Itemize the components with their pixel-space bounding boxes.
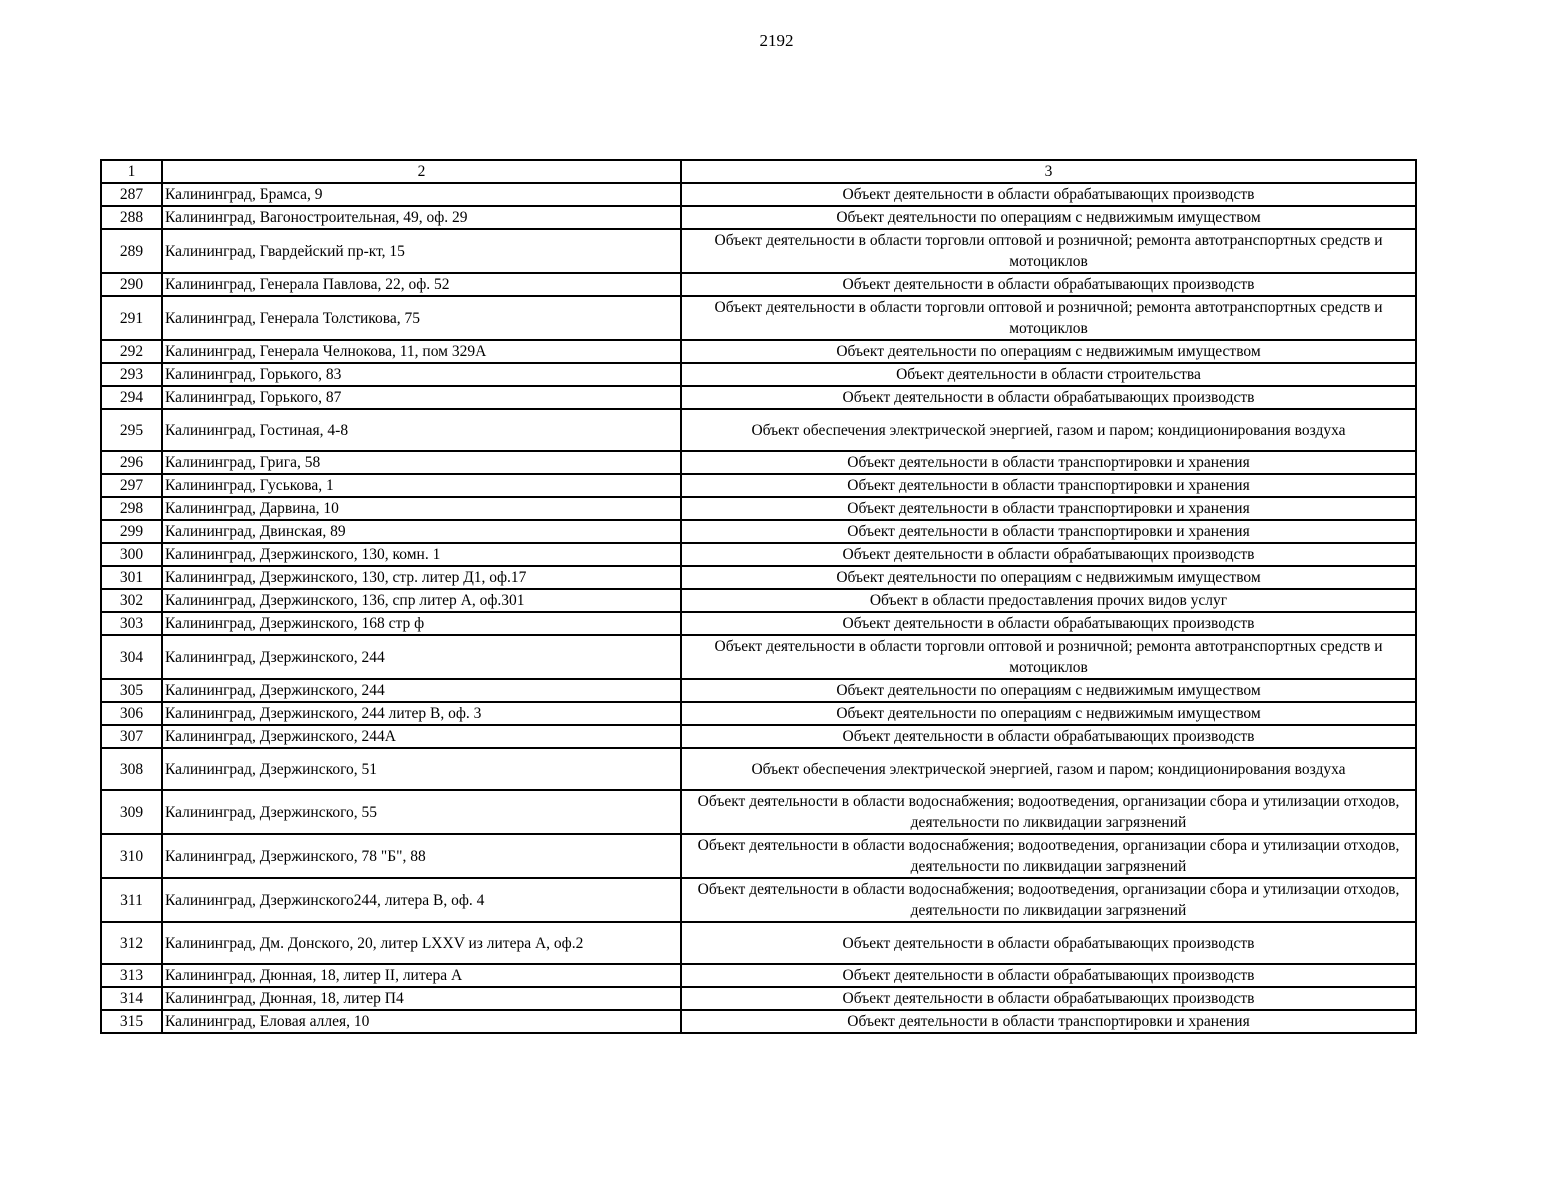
row-address: Калининград, Дзержинского, 130, стр. литер Д1, оф.17 (162, 566, 681, 589)
table-row (101, 386, 1416, 409)
row-activity: Объект деятельности в области обрабатывающих производств (681, 273, 1416, 296)
table-row (101, 748, 1416, 790)
table-row (101, 790, 1416, 834)
row-activity: Объект в области предоставления прочих видов услуг (681, 589, 1416, 612)
column-header-3: 3 (681, 160, 1416, 183)
table-row (101, 635, 1416, 679)
table-row (101, 340, 1416, 363)
row-number: 291 (101, 296, 162, 340)
table-row (101, 1010, 1416, 1033)
row-activity: Объект деятельности по операциям с недвижимым имуществом (681, 702, 1416, 725)
table-row (101, 206, 1416, 229)
row-address: Калининград, Дзержинского, 244 (162, 679, 681, 702)
row-number: 288 (101, 206, 162, 229)
table-row (101, 497, 1416, 520)
row-number: 293 (101, 363, 162, 386)
registry-table (100, 159, 1417, 1034)
row-activity: Объект деятельности в области строительства (681, 363, 1416, 386)
row-address: Калининград, Гостиная, 4-8 (162, 409, 681, 451)
table-row (101, 612, 1416, 635)
row-address: Калининград, Дзержинского, 244А (162, 725, 681, 748)
row-number: 310 (101, 834, 162, 878)
row-number: 303 (101, 612, 162, 635)
row-number: 315 (101, 1010, 162, 1033)
row-number: 296 (101, 451, 162, 474)
row-activity: Объект деятельности в области водоснабжения; водоотведения, организации сбора и утилизации отходов, деятельности по ликвидации загрязнений (681, 834, 1416, 878)
row-number: 287 (101, 183, 162, 206)
row-activity: Объект деятельности в области обрабатывающих производств (681, 543, 1416, 566)
row-address: Калининград, Дюнная, 18, литер П4 (162, 987, 681, 1010)
row-number: 295 (101, 409, 162, 451)
row-address: Калининград, Дзержинского, 130, комн. 1 (162, 543, 681, 566)
row-activity: Объект деятельности в области обрабатывающих производств (681, 964, 1416, 987)
row-activity: Объект деятельности по операциям с недвижимым имуществом (681, 566, 1416, 589)
table-row (101, 409, 1416, 451)
table-header-row (101, 160, 1416, 183)
row-address: Калининград, Гуськова, 1 (162, 474, 681, 497)
row-address: Калининград, Еловая аллея, 10 (162, 1010, 681, 1033)
row-activity: Объект деятельности в области обрабатывающих производств (681, 612, 1416, 635)
row-address: Калининград, Дарвина, 10 (162, 497, 681, 520)
row-activity: Объект деятельности в области торговли оптовой и розничной; ремонта автотранспортных средств и мотоциклов (681, 296, 1416, 340)
row-address: Калининград, Гвардейский пр-кт, 15 (162, 229, 681, 273)
row-number: 305 (101, 679, 162, 702)
row-activity: Объект деятельности в области обрабатывающих производств (681, 922, 1416, 964)
row-number: 314 (101, 987, 162, 1010)
row-address: Калининград, Генерала Челнокова, 11, пом 329А (162, 340, 681, 363)
row-number: 298 (101, 497, 162, 520)
row-activity: Объект деятельности в области транспортировки и хранения (681, 1010, 1416, 1033)
table-row (101, 987, 1416, 1010)
row-address: Калининград, Брамса, 9 (162, 183, 681, 206)
row-number: 289 (101, 229, 162, 273)
row-activity: Объект деятельности в области транспортировки и хранения (681, 520, 1416, 543)
table-row (101, 878, 1416, 922)
column-header-2: 2 (162, 160, 681, 183)
row-activity: Объект деятельности по операциям с недвижимым имуществом (681, 340, 1416, 363)
row-address: Калининград, Дзержинского, 55 (162, 790, 681, 834)
row-address: Калининград, Генерала Павлова, 22, оф. 52 (162, 273, 681, 296)
row-number: 306 (101, 702, 162, 725)
table-row (101, 964, 1416, 987)
page-number: 2192 (759, 31, 794, 50)
row-address: Калининград, Дзержинского, 244 литер В, оф. 3 (162, 702, 681, 725)
table-row (101, 702, 1416, 725)
row-number: 302 (101, 589, 162, 612)
row-number: 311 (101, 878, 162, 922)
table-row (101, 589, 1416, 612)
row-address: Калининград, Грига, 58 (162, 451, 681, 474)
row-address: Калининград, Дзержинского, 51 (162, 748, 681, 790)
row-address: Калининград, Дюнная, 18, литер II, литера А (162, 964, 681, 987)
row-address: Калининград, Горького, 83 (162, 363, 681, 386)
row-number: 299 (101, 520, 162, 543)
row-number: 313 (101, 964, 162, 987)
row-activity: Объект обеспечения электрической энергией, газом и паром; кондиционирования воздуха (681, 748, 1416, 790)
table-row (101, 520, 1416, 543)
row-number: 290 (101, 273, 162, 296)
table-row (101, 296, 1416, 340)
row-address: Калининград, Дзержинского, 136, спр литер А, оф.301 (162, 589, 681, 612)
row-address: Калининград, Двинская, 89 (162, 520, 681, 543)
row-address: Калининград, Горького, 87 (162, 386, 681, 409)
row-activity: Объект обеспечения электрической энергией, газом и паром; кондиционирования воздуха (681, 409, 1416, 451)
row-number: 307 (101, 725, 162, 748)
table-row (101, 725, 1416, 748)
row-number: 312 (101, 922, 162, 964)
row-number: 301 (101, 566, 162, 589)
row-number: 297 (101, 474, 162, 497)
row-activity: Объект деятельности в области обрабатывающих производств (681, 183, 1416, 206)
table-row (101, 183, 1416, 206)
row-activity: Объект деятельности по операциям с недвижимым имуществом (681, 206, 1416, 229)
row-activity: Объект деятельности в области транспортировки и хранения (681, 497, 1416, 520)
row-address: Калининград, Генерала Толстикова, 75 (162, 296, 681, 340)
column-header-1: 1 (101, 160, 162, 183)
row-number: 300 (101, 543, 162, 566)
table-row (101, 451, 1416, 474)
table-row (101, 229, 1416, 273)
table-row (101, 363, 1416, 386)
row-activity: Объект деятельности в области обрабатывающих производств (681, 386, 1416, 409)
row-activity: Объект деятельности в области обрабатывающих производств (681, 725, 1416, 748)
table-row (101, 273, 1416, 296)
row-address: Калининград, Дзержинского, 244 (162, 635, 681, 679)
row-activity: Объект деятельности в области обрабатывающих производств (681, 987, 1416, 1010)
row-activity: Объект деятельности в области водоснабжения; водоотведения, организации сбора и утилизации отходов, деятельности по ликвидации загрязнений (681, 878, 1416, 922)
row-activity: Объект деятельности в области водоснабжения; водоотведения, организации сбора и утилизации отходов, деятельности по ликвидации загрязнений (681, 790, 1416, 834)
row-activity: Объект деятельности в области торговли оптовой и розничной; ремонта автотранспортных средств и мотоциклов (681, 229, 1416, 273)
row-activity: Объект деятельности в области торговли оптовой и розничной; ремонта автотранспортных средств и мотоциклов (681, 635, 1416, 679)
table-row (101, 543, 1416, 566)
row-number: 304 (101, 635, 162, 679)
table-row (101, 566, 1416, 589)
row-number: 292 (101, 340, 162, 363)
row-number: 309 (101, 790, 162, 834)
table-row (101, 834, 1416, 878)
row-address: Калининград, Дзержинского, 168 стр ф (162, 612, 681, 635)
table-row (101, 922, 1416, 964)
row-number: 294 (101, 386, 162, 409)
row-address: Калининград, Дм. Донского, 20, литер LXXV из литера А, оф.2 (162, 922, 681, 964)
row-address: Калининград, Вагоностроительная, 49, оф. 29 (162, 206, 681, 229)
row-activity: Объект деятельности в области транспортировки и хранения (681, 451, 1416, 474)
table-row (101, 474, 1416, 497)
table-row (101, 679, 1416, 702)
row-number: 308 (101, 748, 162, 790)
row-address: Калининград, Дзержинского, 78 "Б", 88 (162, 834, 681, 878)
row-address: Калининград, Дзержинского244, литера В, оф. 4 (162, 878, 681, 922)
row-activity: Объект деятельности в области транспортировки и хранения (681, 474, 1416, 497)
row-activity: Объект деятельности по операциям с недвижимым имуществом (681, 679, 1416, 702)
